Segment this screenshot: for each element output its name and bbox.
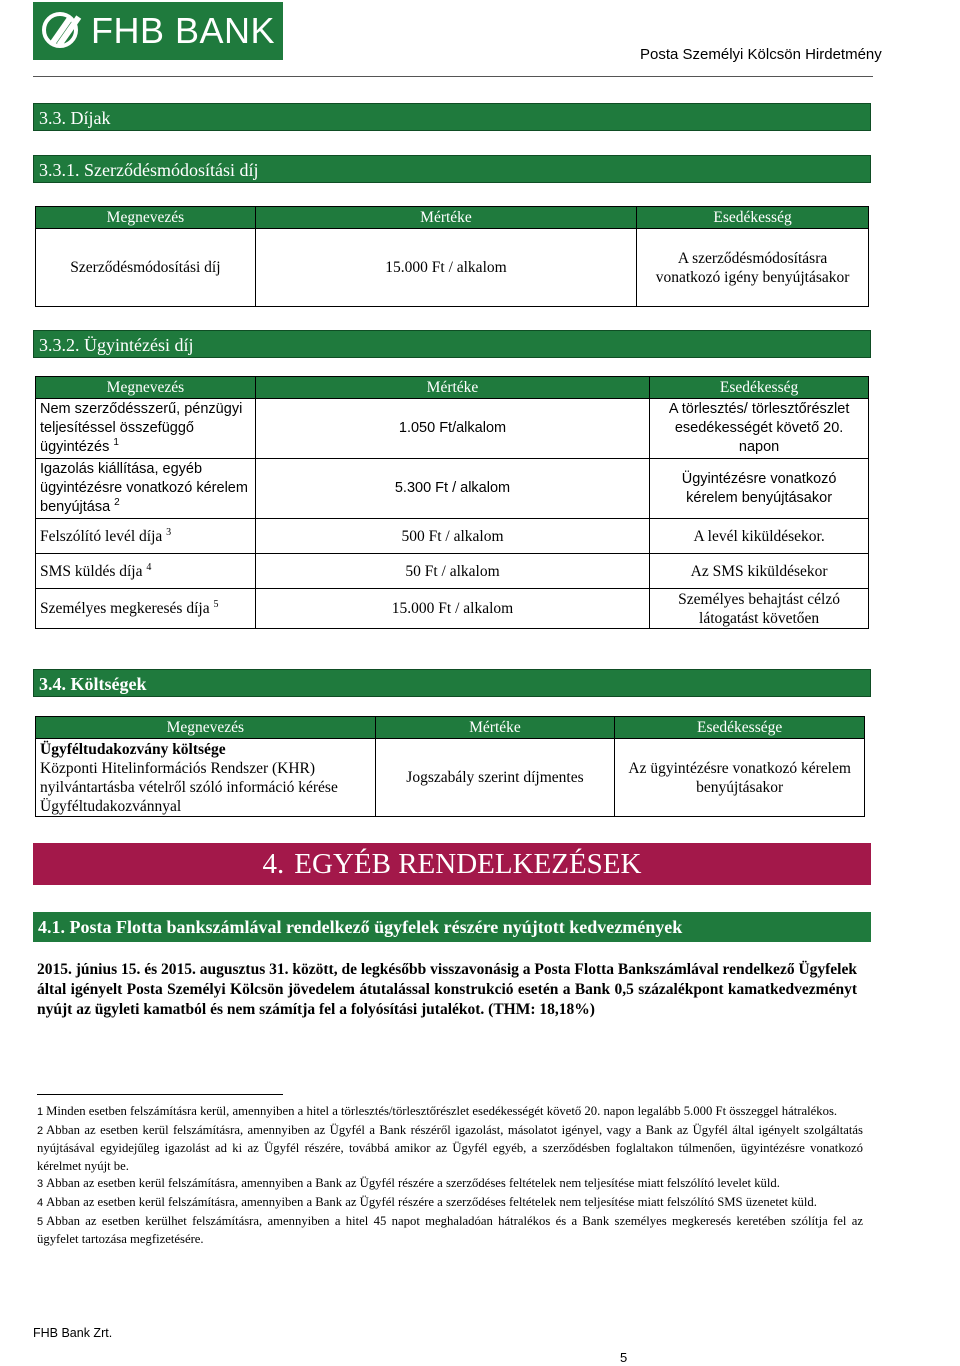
fee-due: A törlesztés/ törlesztőrészlet esedékességét követő 20. napon — [650, 399, 869, 459]
footnote-ref: 3 — [166, 526, 172, 538]
fee-amount: 5.300 Ft / alkalom — [255, 459, 649, 519]
fhb-logo-mark-icon — [42, 12, 78, 48]
cost-amount: Jogszabály szerint díjmentes — [375, 739, 615, 817]
fee-amount: 500 Ft / alkalom — [255, 519, 649, 554]
section-heading-3-3: 3.3. Díjak — [33, 103, 871, 131]
page-number: 5 — [620, 1350, 628, 1365]
fee-amount: 50 Ft / alkalom — [255, 554, 649, 589]
footnote: 3 Abban az esetben kerül felszámításra, amennyiben a Bank az Ügyfél részére a szerződéses feltételek nem teljesítése miatt felszólító levelet küld. — [37, 1176, 780, 1191]
chapter-heading-4 — [33, 843, 871, 885]
fee-amount: 1.050 Ft/alkalom — [255, 399, 649, 459]
footnote-ref: 1 — [113, 437, 119, 449]
fee-name: Szerződésmódosítási díj — [36, 229, 256, 307]
fee-name: Nem szerződésszerű, pénzügyi teljesítéssel összefüggő ügyintézés — [40, 401, 243, 455]
column-header: Esedékessége — [615, 717, 865, 739]
column-header: Esedékesség — [650, 377, 869, 399]
column-header: Mértéke — [255, 207, 636, 229]
fee-due: Az SMS kiküldésekor — [650, 554, 869, 589]
column-header: Esedékesség — [637, 207, 869, 229]
table-row — [36, 739, 865, 817]
chapter-title: EGYÉB RENDELKEZÉSEK — [294, 848, 642, 880]
table-row — [36, 459, 869, 519]
discount-paragraph: 2015. június 15. és 2015. augusztus 31. között, de legkésőbb visszavonásig a Posta Flotta Bankszámlával rendelkező Ügyfelek által igényelt Posta Személyi Kölcsön jövedelem átutalással konstrukció esetén a Bank 0,5 százalékpont kamatkedvezményt nyújt az ügyleti kamatból és nem számítja fel a folyósítási jutalékot. (THM: 18,18%) — [37, 961, 857, 1018]
section-heading-3-3-2: 3.3.2. Ügyintézési díj — [33, 330, 871, 358]
fee-name: Igazolás kiállítása, egyéb ügyintézésre vonatkozó kérelem benyújtása — [40, 461, 248, 515]
footnote: 5 Abban az esetben kerülhet felszámításra, amennyiben a hitel 45 napot meghaladóan hátralékos és a Bank személyes megkeresés keretében szólítja fel az ügyfelet tartozása megfizetésére. — [37, 1213, 863, 1247]
table-row — [36, 399, 869, 459]
footnote-divider — [37, 1094, 283, 1095]
fee-amount: 15.000 Ft / alkalom — [255, 229, 636, 307]
fee-name: SMS küldés díja — [40, 562, 143, 580]
footnote-ref: 5 — [213, 598, 219, 610]
footnote: 4 Abban az esetben kerül felszámításra, amennyiben a Bank az Ügyfél részére a szerződéses feltételek nem teljesítése miatt felszólító SMS üzenetet küld. — [37, 1194, 817, 1209]
fee-due: Ügyintézésre vonatkozó kérelem benyújtásakor — [650, 459, 869, 519]
section-heading-3-3-1: 3.3.1. Szerződésmódosítási díj — [33, 155, 871, 183]
section-heading-3-4: 3.4. Költségek — [33, 669, 871, 697]
footnotes — [37, 1103, 863, 1249]
footnote: 2 Abban az esetben kerül felszámításra, amennyiben az Ügyfél a Bank részéről igazolást, másolatot igényel, vagy a Bank az Ügyfél által igényelt szolgáltatás nyújtásával egyidejűleg igazolást ad ki az Ügyfél részére, továbbá amikor az Ügyfél egyéb, a szerződésben foglaltakon túlmenően, ügyintézésre vonatkozó kérelmet nyújt be. — [37, 1122, 863, 1173]
fee-due: A szerződésmódosításra vonatkozó igény benyújtásakor — [637, 229, 869, 307]
fee-name: Felszólító levél díja — [40, 527, 163, 545]
table-row — [36, 229, 869, 307]
cost-name-description: Központi Hitelinformációs Rendszer (KHR) nyilvántartásba vételről szóló információ kérése Ügyféltudakozvánnyal — [40, 759, 338, 815]
fee-due: A levél kiküldésekor. — [650, 519, 869, 554]
column-header: Megnevezés — [36, 717, 376, 739]
table-header-row — [36, 207, 869, 229]
fee-due: Személyes behajtást célzó látogatást követően — [650, 589, 869, 629]
document-title: Posta Személyi Kölcsön Hirdetmény — [640, 46, 882, 63]
column-header: Mértéke — [255, 377, 649, 399]
chapter-number: 4. — [262, 848, 285, 880]
footnote: 1 Minden esetben felszámításra kerül, amennyiben a hitel a törlesztés/törlesztőrészlet esedékességét követő 20. napon legalább 5.000 Ft összeggel hátralékos. — [37, 1104, 838, 1118]
fhb-logo — [33, 2, 283, 60]
cost-name-title: Ügyféltudakozvány költsége — [40, 740, 226, 758]
table-header-row — [36, 717, 865, 739]
footnote-ref: 2 — [114, 497, 120, 509]
table-header-row — [36, 377, 869, 399]
footer-company: FHB Bank Zrt. — [33, 1326, 113, 1340]
cost-table — [35, 716, 865, 817]
column-header: Megnevezés — [36, 207, 256, 229]
section-heading-4-1: 4.1. Posta Flotta bankszámlával rendelkező ügyfelek részére nyújtott kedvezmények — [33, 912, 871, 942]
column-header: Mértéke — [375, 717, 615, 739]
table-row — [36, 554, 869, 589]
fee-table-contract-modification — [35, 206, 869, 307]
fee-name: Személyes megkeresés díja — [40, 600, 210, 617]
fee-table-administration — [35, 376, 869, 629]
cost-due: Az ügyintézésre vonatkozó kérelem benyújtásakor — [615, 739, 865, 817]
table-row — [36, 519, 869, 554]
table-row — [36, 589, 869, 629]
fee-amount: 15.000 Ft / alkalom — [255, 589, 649, 629]
logo-brand-text: FHB BANK — [91, 10, 276, 51]
header-divider — [33, 76, 873, 77]
column-header: Megnevezés — [36, 377, 256, 399]
footnote-ref: 4 — [146, 561, 152, 573]
